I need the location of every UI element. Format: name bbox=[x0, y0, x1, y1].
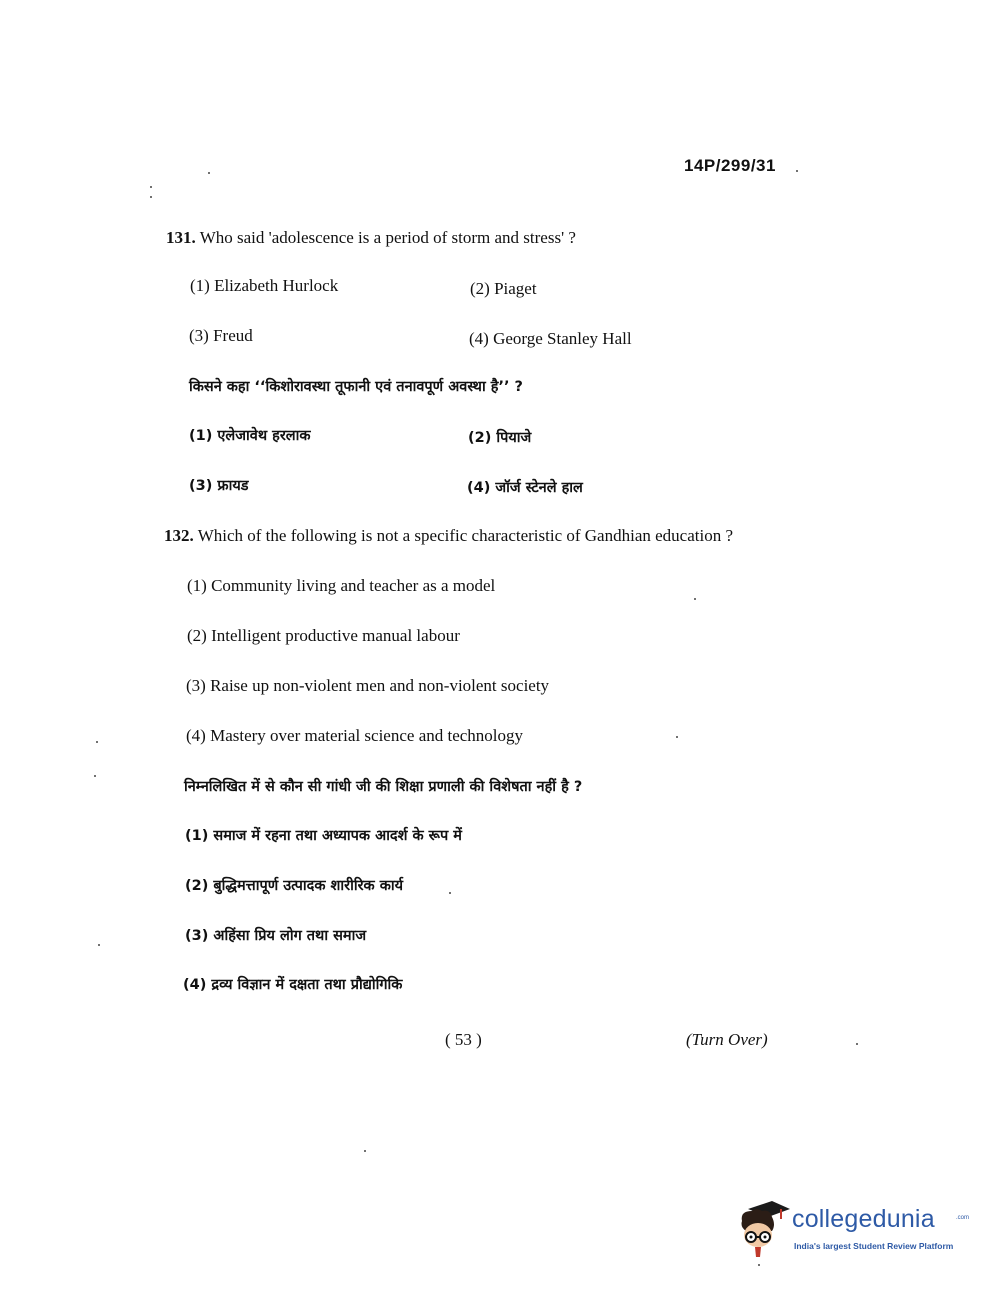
brand-name: collegedunia bbox=[792, 1205, 935, 1233]
mascot-icon bbox=[734, 1195, 794, 1261]
option-4-hi: (4) जॉर्ज स्टेनले हाल bbox=[467, 480, 583, 496]
option-4-en: (4) Mastery over material science and technology bbox=[186, 726, 524, 745]
scan-speck bbox=[98, 944, 100, 946]
scan-speck bbox=[150, 196, 152, 198]
question-text-en bbox=[166, 228, 576, 248]
option-2-en: (2) Intelligent productive manual labour bbox=[187, 626, 460, 645]
scan-speck bbox=[694, 598, 696, 600]
option-2-en: (2) Piaget bbox=[470, 279, 537, 298]
question-text-hi: किसने कहा ‘‘किशोरावस्था तूफानी एवं तनावपूर्ण अवस्था है’’ ? bbox=[189, 379, 523, 395]
option-2-hi: (2) पियाजे bbox=[468, 430, 532, 446]
scan-speck bbox=[208, 172, 210, 174]
collegedunia-watermark bbox=[734, 1195, 970, 1265]
option-1-en: (1) Elizabeth Hurlock bbox=[190, 276, 339, 295]
option-1-en: (1) Community living and teacher as a model bbox=[187, 576, 496, 595]
option-3-en: (3) Raise up non-violent men and non-violent society bbox=[186, 676, 550, 695]
option-4-en: (4) George Stanley Hall bbox=[469, 329, 632, 348]
brand-suffix: .com bbox=[956, 1215, 970, 1221]
turn-over-label: (Turn Over) bbox=[686, 1030, 768, 1049]
scan-speck bbox=[94, 775, 96, 777]
scan-speck bbox=[364, 1150, 366, 1152]
option-3-hi: (3) अहिंसा प्रिय लोग तथा समाज bbox=[185, 928, 367, 944]
brand-tagline: India's largest Student Review Platform bbox=[794, 1241, 954, 1251]
scan-speck bbox=[96, 741, 98, 743]
scan-speck bbox=[150, 186, 152, 188]
scan-speck bbox=[856, 1043, 858, 1045]
scan-speck bbox=[449, 892, 451, 894]
scan-speck bbox=[796, 170, 798, 172]
option-4-hi: (4) द्रव्य विज्ञान में दक्षता तथा प्रौद्योगिकि bbox=[183, 977, 403, 993]
option-3-hi: (3) फ्रायड bbox=[189, 478, 249, 494]
question-text-hi: निम्नलिखित में से कौन सी गांधी जी की शिक्षा प्रणाली की विशेषता नहीं है ? bbox=[184, 779, 583, 795]
scan-speck bbox=[676, 736, 678, 738]
question-text-en bbox=[164, 526, 733, 546]
paper-code: 14P/299/31 bbox=[684, 156, 776, 175]
question-number: 132. bbox=[164, 526, 194, 545]
option-1-hi: (1) एलेजावेथ हरलाक bbox=[189, 428, 311, 444]
option-2-hi: (2) बुद्धिमत्तापूर्ण उत्पादक शारीरिक कार्य bbox=[185, 878, 403, 894]
question-stem: Who said 'adolescence is a period of storm and stress' ? bbox=[199, 228, 576, 247]
question-number: 131. bbox=[166, 228, 196, 247]
page-number: ( 53 ) bbox=[445, 1030, 482, 1049]
option-1-hi: (1) समाज में रहना तथा अध्यापक आदर्श के रूप में bbox=[185, 828, 462, 844]
option-3-en: (3) Freud bbox=[189, 326, 253, 345]
question-stem: Which of the following is not a specific characteristic of Gandhian education ? bbox=[197, 526, 734, 545]
